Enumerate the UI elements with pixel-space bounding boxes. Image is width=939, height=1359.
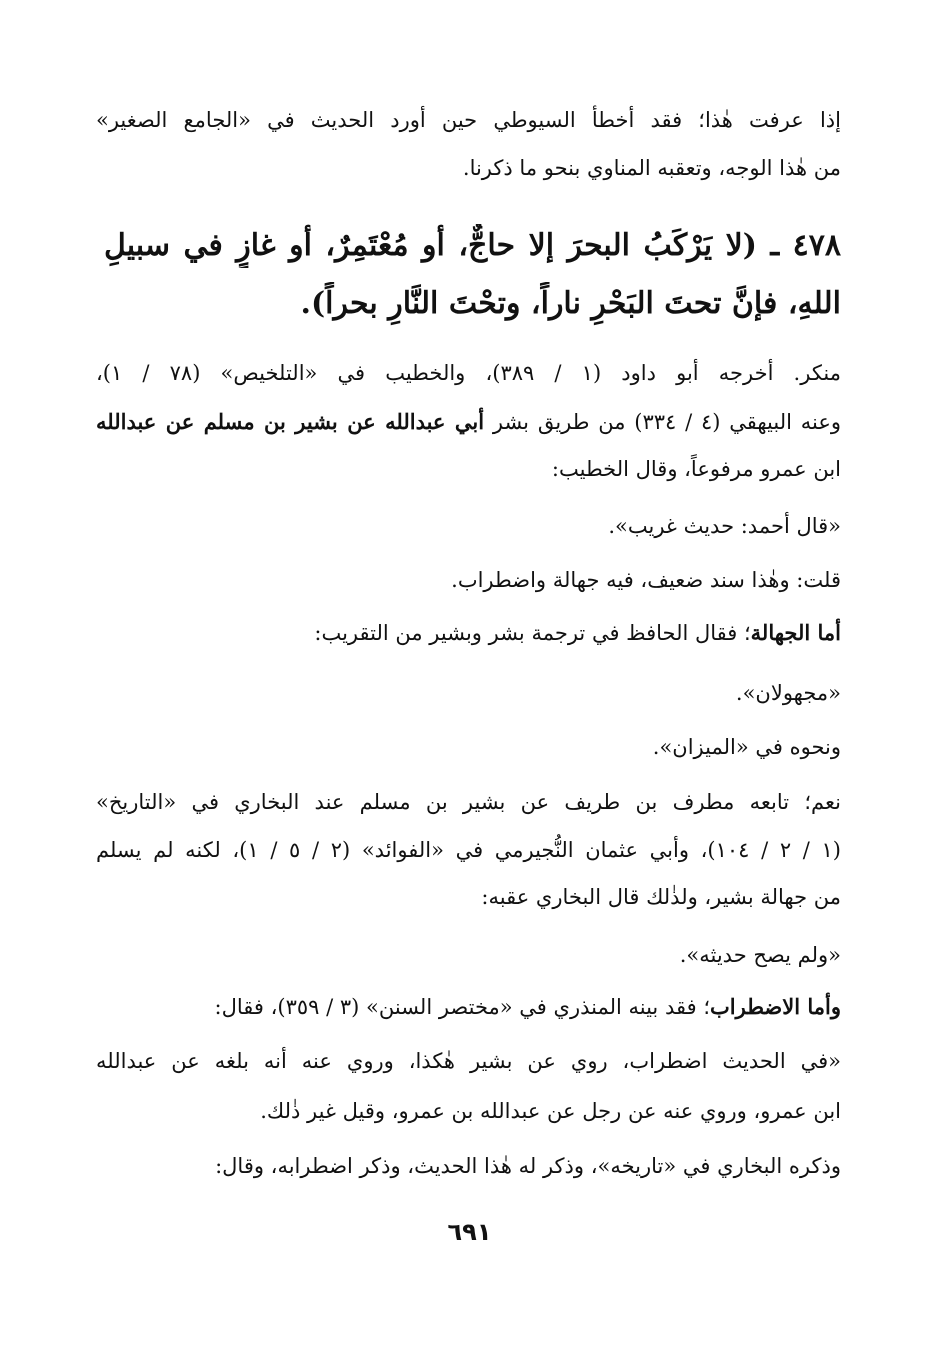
idtirab-paragraph bbox=[96, 991, 841, 1023]
takhrij-line-2 bbox=[96, 406, 841, 438]
mutaba-line-3: من جهالة بشير، ولذٰلك قال البخاري عقبه: bbox=[481, 885, 841, 909]
comment-sanad: قلت: وهٰذا سند ضعيف، فيه جهالة واضطراب. bbox=[451, 568, 841, 592]
takhrij-line-2-bold: أبي عبدالله عن بشير بن مسلم عن عبدالله bbox=[96, 409, 485, 434]
quote-mundhiri-line-2: ابن عمرو، وروي عنه عن رجل عن عبدالله بن عمرو، وقيل غير ذٰلك. bbox=[260, 1099, 841, 1123]
quote-majhulan: «مجهولان». bbox=[735, 681, 841, 705]
jahala-label: أما الجهالة bbox=[750, 620, 841, 645]
takhrij-line-3: ابن عمرو مرفوعاً، وقال الخطيب: bbox=[551, 457, 841, 481]
quote-lam-yasih: «ولم يصح حديثه». bbox=[679, 943, 841, 967]
idtirab-label: وأما الاضطراب bbox=[710, 994, 841, 1019]
takhrij-line-1: منكر. أخرجه أبو داود (١ / ٣٨٩)، والخطيب في «التلخيص» (٧٨ / ١)، bbox=[96, 361, 841, 385]
idtirab-text: ؛ فقد بينه المنذري في «مختصر السنن» (٣ / ٣٥٩)، فقال: bbox=[214, 995, 710, 1019]
mutaba-line-2: (١ / ٢ / ١٠٤)، وأبي عثمان النُّجيرمي في «الفوائد» (٢ / ٥ / ١)، لكنه لم يسلم bbox=[96, 838, 841, 862]
jahala-text: ؛ فقال الحافظ في ترجمة بشر وبشير من التقريب: bbox=[314, 621, 751, 645]
mutaba-line-1: نعم؛ تابعه مطرف بن طريف عن بشير بن مسلم عند البخاري في «التاريخ» bbox=[96, 790, 841, 814]
page-number: ٦٩١ bbox=[447, 1218, 492, 1246]
hadith-heading-line-1: ٤٧٨ ـ (لا يَرْكَبُ البحرَ إلا حاجٌّ، أو مُعْتَمِرٌ، أو غازٍ في سبيلِ bbox=[104, 228, 841, 263]
intro-line-2: من هٰذا الوجه، وتعقبه المناوي بنحو ما ذكرنا. bbox=[462, 156, 841, 180]
jahala-paragraph bbox=[96, 617, 841, 649]
quote-mundhiri-line-1: «في الحديث اضطراب، روي عن بشير هٰكذا، وروي عنه أنه بلغه عن عبدالله bbox=[96, 1049, 841, 1073]
final-line: وذكره البخاري في «تاريخه»، وذكر له هٰذا الحديث، وذكر اضطرابه، وقال: bbox=[215, 1154, 841, 1178]
hadith-heading-line-2: اللهِ، فإنَّ تحتَ البَحْرِ ناراً، وتحْتَ النَّارِ بحراً). bbox=[300, 286, 841, 321]
quote-ahmad: «قال أحمد: حديث غريب». bbox=[608, 514, 841, 538]
takhrij-line-2-part-a: وعنه البيهقي (٤ / ٣٣٤) من طريق بشر bbox=[484, 410, 841, 434]
mizan-note: ونحوه في «الميزان». bbox=[652, 735, 841, 759]
intro-line-1: إذا عرفت هٰذا؛ فقد أخطأ السيوطي حين أورد الحديث في «الجامع الصغير» bbox=[96, 108, 841, 132]
